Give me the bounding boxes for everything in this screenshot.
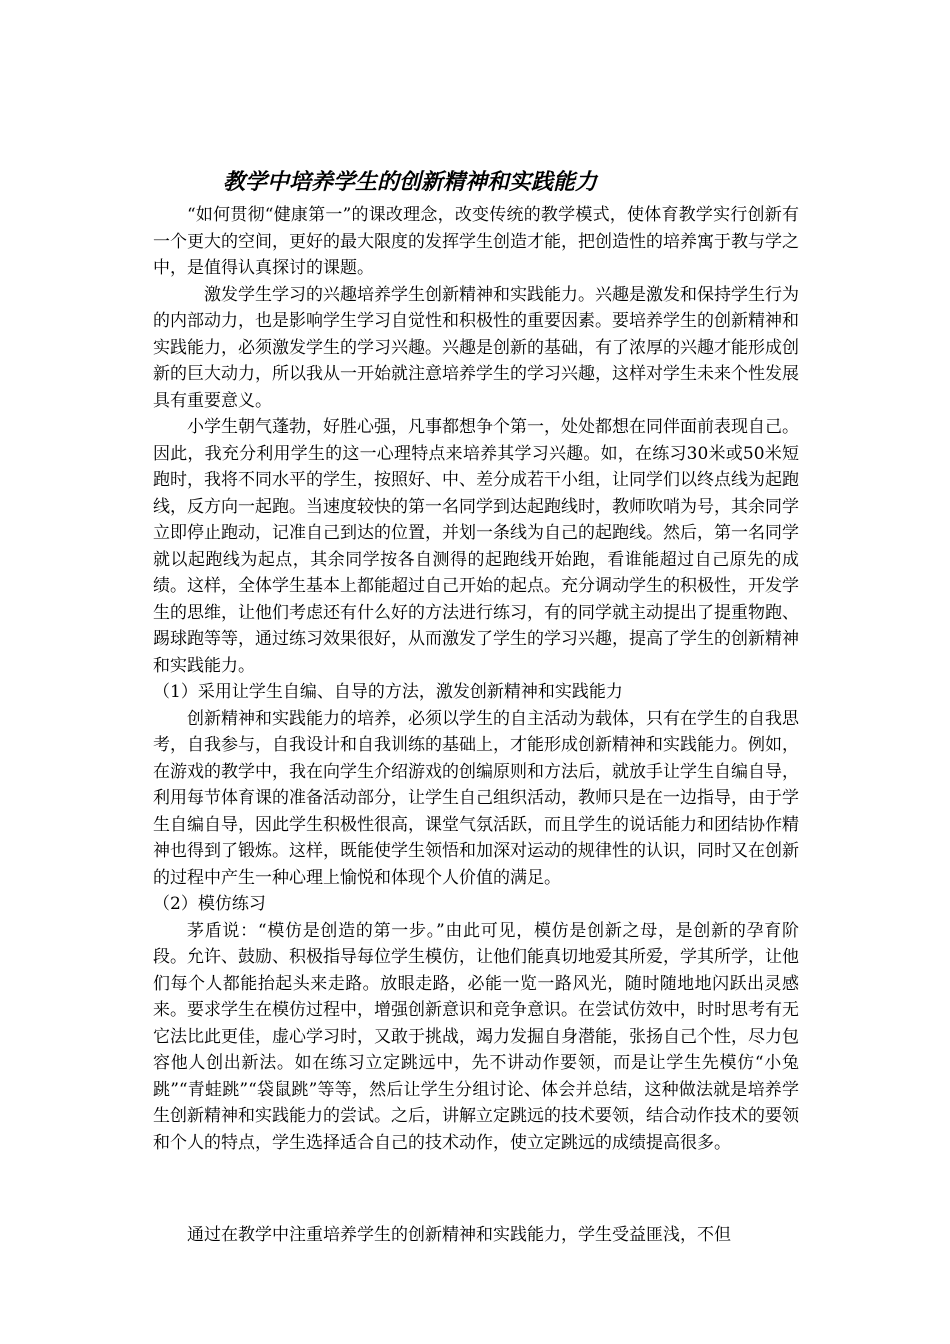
document-page bbox=[153, 166, 799, 1249]
paragraph-imitation: 茅盾说：“模仿是创造的第一步。”由此可见，模仿是创新之母，是创新的孕育阶段。允许、鼓励、积极指导每位学生模仿，让他们能真切地爱其所爱，学其所学，让他们每个人都能抬起头来走路。放眼走路，必能一览一路风光，随时随地地闪跃出灵感来。要求学生在模仿过程中，增强创新意识和竞争意识。在尝试仿效中，时时思考有无它法比此更佳，虚心学习时，又敢于挑战，竭力发掘自身潜能，张扬自己个性，尽力包容他人创出新法。如在练习立定跳远中，先不讲动作要领，而是让学生先模仿“小兔跳”“青蛙跳”“袋鼠跳”等等，然后让学生分组讨论、体会并总结，这种做法就是培养学生创新精神和实践能力的尝试。之后，讲解立定跳远的技术要领，结合动作技术的要领和个人的特点，学生选择适合自己的技术动作，使立定跳远的成绩提高很多。 bbox=[153, 920, 799, 1153]
section-heading-self-directed: （1）采用让学生自编、自导的方法，激发创新精神和实践能力 bbox=[153, 682, 623, 702]
paragraph-sprint-example: 小学生朝气蓬勃，好胜心强，凡事都想争个第一，处处都想在同伴面前表现自己。因此，我充分利用学生的这一心理特点来培养其学习兴趣。如，在练习30米或50米短跑时，我将不同水平的学生，按照好、中、差分成若干小组，让同学们以终点线为起跑线，反方向一起跑。当速度较快的第一名同学到达起跑线时，教师吹哨为号，其余同学立即停止跑动，记准自己到达的位置，并划一条线为自己的起跑线。然后，第一名同学就以起跑线为起点，其余同学按各自测得的起跑线开始跑，看谁能超过自己原先的成绩。这样，全体学生基本上都能超过自己开始的起点。充分调动学生的积极性，开发学生的思维，让他们考虑还有什么好的方法进行练习，有的同学就主动提出了提重物跑、踢球跑等等，通过练习效果很好，从而激发了学生的学习兴趣，提高了学生的创新精神和实践能力。 bbox=[153, 417, 799, 676]
paragraph-interest: 激发学生学习的兴趣培养学生创新精神和实践能力。兴趣是激发和保持学生行为的内部动力，也是影响学生学习自觉性和积极性的重要因素。要培养学生的创新精神和实践能力，必须激发学生的学习兴趣。兴趣是创新的基础，有了浓厚的兴趣才能形成创新的巨大动力，所以我从一开始就注意培养学生的学习兴趣，这样对学生未来个性发展具有重要意义。 bbox=[153, 284, 799, 411]
paragraph-closing: 通过在教学中注重培养学生的创新精神和实践能力，学生受益匪浅，不但 bbox=[187, 1225, 731, 1245]
section-heading-imitation: （2）模仿练习 bbox=[153, 894, 266, 914]
paragraph-gap bbox=[153, 1156, 799, 1222]
paragraph-self-directed: 创新精神和实践能力的培养，必须以学生的自主活动为载体，只有在学生的自我思考，自我参与，自我设计和自我训练的基础上，才能形成创新精神和实践能力。例如，在游戏的教学中，我在向学生介绍游戏的创编原则和方法后，就放手让学生自编自导，利用每节体育课的准备活动部分，让学生自己组织活动，教师只是在一边指导，由于学生自编自导，因此学生积极性很高，课堂气氛活跃，而且学生的说话能力和团结协作精神也得到了锻炼。这样，既能使学生领悟和加深对运动的规律性的认识，同时又在创新的过程中产生一种心理上愉悦和体现个人价值的满足。 bbox=[153, 708, 799, 888]
paragraph-intro: “如何贯彻“健康第一”的课改理念，改变传统的教学模式，使体育教学实行创新有一个更大的空间，更好的最大限度的发挥学生创造才能，把创造性的培养寓于教与学之中，是值得认真探讨的课题。 bbox=[153, 205, 799, 278]
document-title: 教学中培养学生的创新精神和实践能力 bbox=[223, 169, 598, 195]
